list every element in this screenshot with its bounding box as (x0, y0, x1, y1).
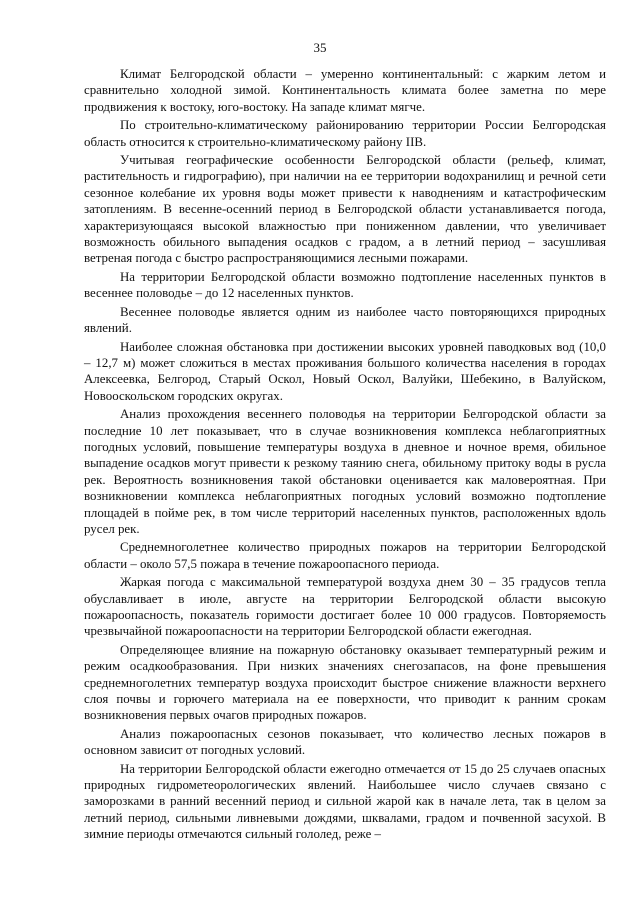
paragraph-flood-analysis: Анализ прохождения весеннего половодья на территории Белгородской области за последние 10 лет показывает, что в случае возникновения комплекса неблагоприятных погодных условий, повышение температуры воздуха в дневное и ночное время, обильное выпадение осадков могут привести к резкому таянию снега, обильному притоку воды в русла рек. Вероятность возникновения такой обстановки оценивается как маловероятная. При возникновении комплекса неблагоприятных погодных условий возможно подтопление площадей в пойме рек, в том числе территорий населенных пунктов, расположенных вдоль русел рек. (84, 407, 606, 536)
page-number: 35 (313, 40, 327, 55)
paragraph-fire-count: Среднемноголетнее количество природных пожаров на территории Белгородской области – около 57,5 пожара в течение пожароопасного периода. (84, 540, 606, 571)
paragraph-climate: Климат Белгородской области – умеренно континентальный: с жарким летом и сравнительно холодной зимой. Континентальность климата более заметна по мере продвижения к востоку, юго-востоку. На западе климат мягче. (84, 67, 606, 114)
paragraph-hazards: На территории Белгородской области ежегодно отмечается от 15 до 25 случаев опасных природных гидрометеорологических явлений. Наибольшее число случаев связано с заморозками в ранний весенний период и сильной жарой как в начале лета, так в целом за летний период, сильными ливневыми дождями, шквалами, градом и почвенной засухой. В зимние периоды отмечаются сильный гололед, реже – (84, 761, 606, 842)
paragraph-flooding: На территории Белгородской области возможно подтопление населенных пунктов в весеннее половодье – до 12 населенных пунктов. (84, 269, 606, 301)
paragraph-hot-weather: Жаркая погода с максимальной температурой воздуха днем 30 – 35 градусов тепла обуславливает в июле, августе на территории Белгородской области высокую пожароопасность, показатель горимости достигает более 10 000 градусов. Повторяемость чрезвычайной пожароопасности на территории Белгородской области ежегодная. (84, 575, 606, 639)
body-text (84, 66, 606, 845)
paragraph-geography: Учитывая географические особенности Белгородской области (рельеф, климат, растительность и гидрографию), при наличии на ее территории водохранилищ и речной сети сезонное колебание их уровня воды может привести к наводнениям и катастрофическим затоплениям. В весенне-осенний период в Белгородской области устанавливается погода, характеризующаяся высокой влажностью при пониженном давлении, что увеличивает возможность обильного выпадения осадков с градом, а в летний период – засушливая ветреная погода с быстро распространяющимися лесными пожарами. (84, 153, 606, 266)
paragraph-flood-situation: Наиболее сложная обстановка при достижении высоких уровней паводковых вод (10,0 – 12,7 м) может сложиться в местах проживания большого количества населения в городах Алексеевка, Белгород, Старый Оскол, Новый Оскол, Валуйки, Шебекино, в Валуйском, Новооскольском городских округах. (84, 339, 606, 403)
paragraph-fire-seasons: Анализ пожароопасных сезонов показывает, что количество лесных пожаров в основном зависит от погодных условий. (84, 726, 606, 758)
paragraph-climate-zoning: По строительно-климатическому районированию территории России Белгородская область относится к строительно-климатическому району IIВ. (84, 118, 606, 149)
paragraph-fire-factors: Определяющее влияние на пожарную обстановку оказывает температурный режим и режим осадкообразования. При низких значениях снегозапасов, на фоне превышения среднемноголетних температур воздуха происходит быстрое снижение влажности верхнего слоя почвы и горючего материала на ее поверхности, что приводит к ранним срокам возникновения первых очагов природных пожаров. (84, 642, 606, 723)
paragraph-spring-flood: Весеннее половодье является одним из наиболее часто повторяющихся природных явлений. (84, 304, 606, 336)
